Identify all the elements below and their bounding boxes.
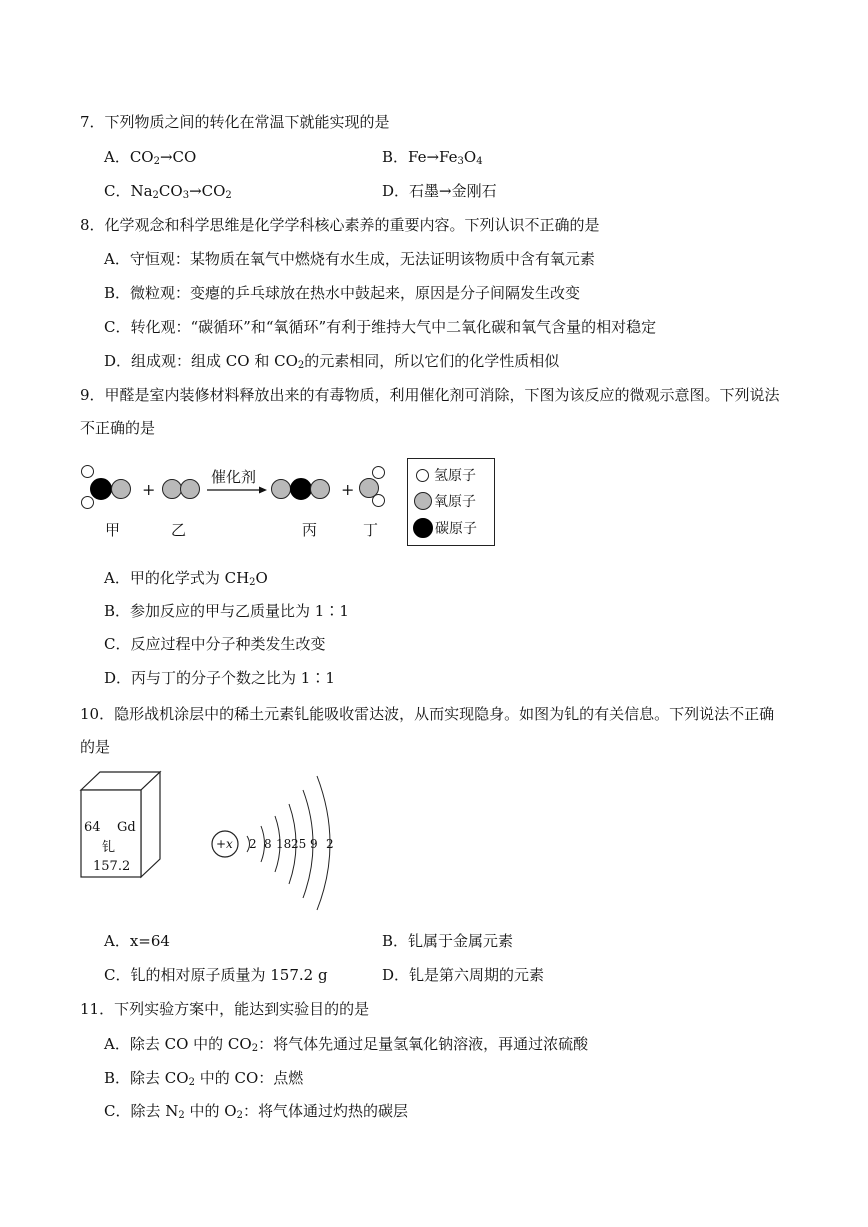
- q11-a-pre: A．除去 CO 中的 CO: [104, 1035, 252, 1053]
- q7-c-mid: CO: [158, 182, 183, 200]
- legend-carbon-label: 碳原子: [435, 521, 477, 537]
- q9-option-b: B．参加反应的甲与乙质量比为 1∶1: [104, 602, 349, 620]
- q9-option-c: C．反应过程中分子种类发生改变: [104, 635, 326, 653]
- q7-a-sub: 2: [153, 156, 160, 167]
- q7-a-label: A．CO: [104, 148, 154, 166]
- legend-oxygen-label: 氧原子: [434, 494, 476, 510]
- label-yi: 乙: [171, 521, 187, 539]
- element-mass: 157.2: [93, 859, 131, 874]
- label-bing: 丙: [302, 521, 318, 539]
- q7-c-sub2: 3: [182, 190, 190, 201]
- plus-sign-2: +: [341, 480, 355, 499]
- label-ding: 丁: [363, 521, 379, 539]
- element-name: 钆: [102, 840, 116, 855]
- q7-c-sub1: 2: [152, 190, 159, 201]
- q7-b-mid: O: [463, 148, 477, 166]
- q7-b-sub1: 3: [457, 156, 464, 167]
- q11-option-b: [104, 1068, 303, 1088]
- hydrogen-atom-icon: [416, 469, 429, 482]
- q7-stem: 7．下列物质之间的转化在常温下就能实现的是: [80, 113, 390, 131]
- q10-option-b: B．钆属于金属元素: [382, 932, 514, 950]
- shell-4-electrons: 25: [291, 837, 307, 851]
- q7-c-mid2: →CO: [189, 182, 226, 200]
- plus-sign-1: +: [142, 480, 156, 499]
- q8-option-d: [104, 351, 559, 371]
- q11-c-sub2: 2: [236, 1110, 243, 1121]
- legend-hydrogen: [416, 464, 476, 486]
- q11-option-a: [104, 1034, 588, 1054]
- jia-hydrogen-atom-1: [81, 465, 94, 478]
- q10-stem-line2: 的是: [80, 738, 111, 756]
- legend-oxygen: [416, 490, 476, 512]
- jia-hydrogen-atom-2: [81, 496, 94, 509]
- q9-a-sub: 2: [249, 577, 256, 588]
- carbon-atom-icon: [413, 518, 433, 538]
- q7-option-a: [104, 147, 196, 167]
- q7-a-rest: →CO: [159, 148, 197, 166]
- q9-a-post: O: [255, 569, 268, 587]
- bing-carbon-atom: [290, 478, 312, 500]
- reaction-arrow-icon: [206, 484, 268, 496]
- q9-a-pre: A．甲的化学式为 CH: [104, 569, 250, 587]
- atom-legend: [407, 458, 495, 546]
- q8-d-sub: 2: [297, 360, 305, 371]
- q9-stem-line1: 9．甲醛是室内装修材料释放出来的有毒物质，利用催化剂可消除，下图为该反应的微观示意图。下列说法: [80, 386, 780, 404]
- bing-oxygen-atom-2: [310, 479, 330, 499]
- q7-b-label: B．Fe→Fe: [382, 148, 458, 166]
- q10-option-a: A．x=64: [104, 932, 170, 950]
- oxygen-atom-icon: [414, 492, 432, 510]
- q7-b-sub2: 4: [476, 156, 483, 167]
- shell-5-electrons: 9: [310, 837, 318, 851]
- q10-stem-line1: 10．隐形战机涂层中的稀土元素钆能吸收雷达波，从而实现隐身。如图为钆的有关信息。下列说法不正确: [80, 705, 775, 723]
- q7-c-label: C．Na: [104, 182, 153, 200]
- nucleus-charge: +x: [216, 837, 233, 851]
- q9-option-d: D．丙与丁的分子个数之比为 1∶1: [104, 669, 335, 687]
- shell-2-electrons: 8: [264, 837, 272, 851]
- yi-oxygen-atom-2: [180, 479, 200, 499]
- element-number: 64: [84, 820, 101, 835]
- q9-option-a: [104, 568, 268, 588]
- q11-c-post: ：将气体通过灼热的碳层: [242, 1102, 408, 1120]
- jia-oxygen-atom: [111, 479, 131, 499]
- ding-hydrogen-atom-1: [372, 466, 385, 479]
- shell-1-electrons: 2: [249, 837, 257, 851]
- q8-option-c: C．转化观：“碳循环”和“氧循环”有利于维持大气中二氧化碳和氧气含量的相对稳定: [104, 318, 657, 336]
- q11-b-post: 中的 CO：点燃: [194, 1069, 304, 1087]
- bing-oxygen-atom-1: [271, 479, 291, 499]
- q8-d-post: 的元素相同，所以它们的化学性质相似: [304, 352, 560, 370]
- q8-option-b: B．微粒观：变瘪的乒乓球放在热水中鼓起来，原因是分子间隔发生改变: [104, 284, 581, 302]
- q11-c-pre: C．除去 N: [104, 1102, 179, 1120]
- catalyst-label: 催化剂: [211, 468, 257, 486]
- q7-option-c: [104, 181, 232, 201]
- legend-hydrogen-label: 氢原子: [434, 468, 476, 484]
- q10-option-c: C．钆的相对原子质量为 157.2 g: [104, 966, 328, 984]
- q7-c-sub3: 2: [225, 190, 232, 201]
- label-jia: 甲: [105, 521, 121, 539]
- q11-c-sub: 2: [178, 1110, 185, 1121]
- q8-d-pre: D．组成观：组成 CO 和 CO: [104, 352, 298, 370]
- q10-option-d: D．钆是第六周期的元素: [382, 966, 545, 984]
- q11-c-mid: 中的 O: [184, 1102, 237, 1120]
- q7-option-b: [382, 147, 483, 167]
- q11-stem: 11．下列实验方案中，能达到实验目的的是: [80, 1000, 370, 1018]
- q11-option-c: [104, 1101, 408, 1121]
- element-symbol: Gd: [117, 820, 136, 835]
- q8-option-a: A．守恒观：某物质在氧气中燃烧有水生成，无法证明该物质中含有氧元素: [104, 250, 595, 268]
- shell-6-electrons: 2: [326, 837, 334, 851]
- ding-hydrogen-atom-2: [372, 494, 385, 507]
- legend-carbon: [416, 517, 477, 539]
- q11-a-sub: 2: [251, 1043, 259, 1054]
- q7-option-d: D．石墨→金刚石: [382, 182, 497, 200]
- q9-stem-line2: 不正确的是: [80, 419, 156, 437]
- q11-b-pre: B．除去 CO: [104, 1069, 189, 1087]
- q8-stem: 8．化学观念和科学思维是化学学科核心素养的重要内容。下列认识不正确的是: [80, 216, 600, 234]
- jia-carbon-atom: [90, 478, 112, 500]
- shell-3-electrons: 18: [276, 837, 292, 851]
- yi-oxygen-atom-1: [162, 479, 182, 499]
- q11-a-post: ：将气体先通过足量氢氧化钠溶液，再通过浓硫酸: [258, 1035, 589, 1053]
- q11-b-sub: 2: [188, 1077, 195, 1088]
